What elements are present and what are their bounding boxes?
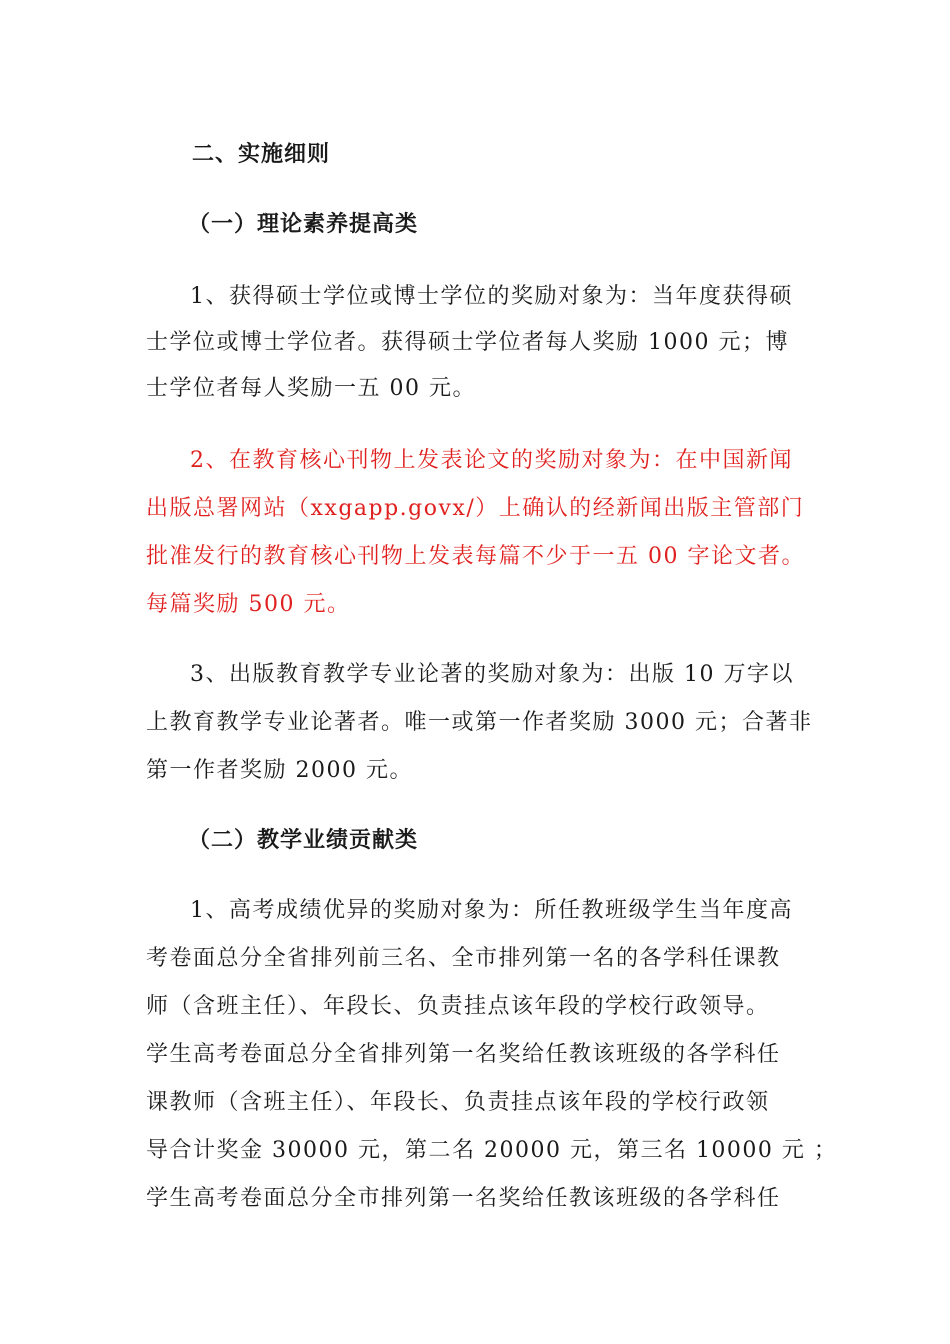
highlighted-paragraph-line: 批准发行的教育核心刊物上发表每篇不少于一五 00 字论文者。 — [146, 544, 805, 569]
paragraph-line: 士学位或博士学位者。获得硕士学位者每人奖励 1000 元；博 — [146, 330, 789, 355]
subsection-heading-2: （二）教学业绩贡献类 — [188, 828, 419, 853]
highlighted-paragraph-line: 2、在教育核心刊物上发表论文的奖励对象为：在中国新闻 — [190, 448, 793, 473]
highlighted-paragraph-line: 出版总署网站（xxgapp.govx/）上确认的经新闻出版主管部门 — [146, 496, 805, 521]
paragraph-line: 第一作者奖励 2000 元。 — [146, 758, 413, 783]
paragraph-line: 上教育教学专业论著者。唯一或第一作者奖励 3000 元；合著非 — [146, 710, 813, 735]
subsection-heading-1: （一）理论素养提高类 — [188, 212, 419, 237]
highlighted-paragraph-line: 每篇奖励 500 元。 — [146, 592, 351, 617]
paragraph-line: 学生高考卷面总分全市排列第一名奖给任教该班级的各学科任 — [146, 1186, 781, 1211]
paragraph-line: 士学位者每人奖励一五 00 元。 — [146, 376, 476, 401]
paragraph-line: 3、出版教育教学专业论著的奖励对象为：出版 10 万字以 — [190, 662, 794, 687]
paragraph-line: 导合计奖金 30000 元，第二名 20000 元，第三名 10000 元 ； — [146, 1138, 838, 1163]
paragraph-line: 课教师（含班主任）、年段长、负责挂点该年段的学校行政领 — [146, 1090, 770, 1115]
paragraph-line: 1、高考成绩优异的奖励对象为：所任教班级学生当年度高 — [190, 898, 793, 923]
paragraph-line: 1、获得硕士学位或博士学位的奖励对象为：当年度获得硕 — [190, 284, 793, 309]
section-title: 二、实施细则 — [192, 142, 331, 167]
paragraph-line: 考卷面总分全省排列前三名、全市排列第一名的各学科任课教 — [146, 946, 781, 971]
paragraph-line: 学生高考卷面总分全省排列第一名奖给任教该班级的各学科任 — [146, 1042, 781, 1067]
paragraph-line: 师（含班主任）、年段长、负责挂点该年段的学校行政领导。 — [146, 994, 770, 1019]
